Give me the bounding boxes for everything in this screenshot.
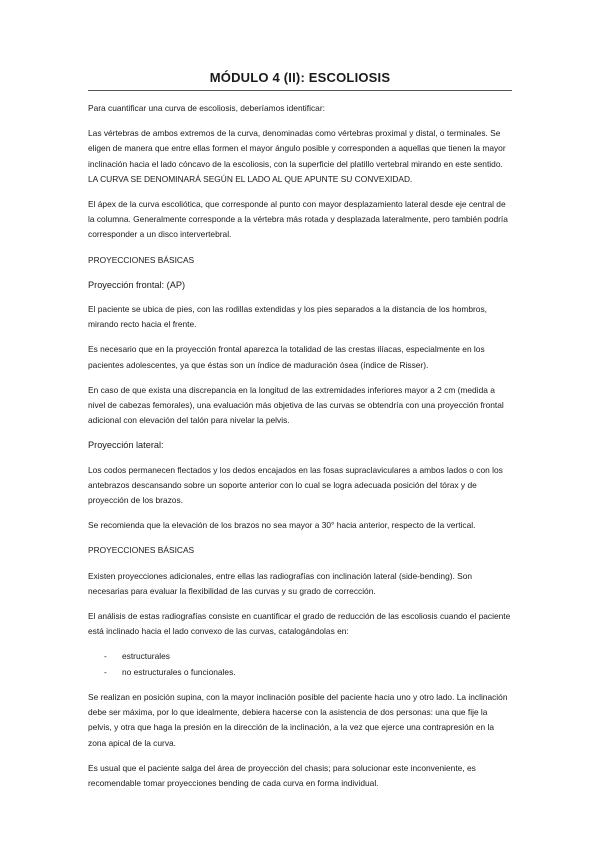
paragraph-patient-position: El paciente se ubica de pies, con las rodillas extendidas y los pies separados a la distancia de los hombros, mirando recto hacia el frente.: [88, 304, 487, 330]
bullet-dash: -: [104, 666, 107, 677]
paragraph-arm-elevation: Se recomienda que la elevación de los brazos no sea mayor a 30° hacia anterior, respecto de la vertical.: [88, 520, 476, 531]
list-item: [104, 649, 512, 664]
paragraph-terminal-vertebrae: Las vértebras de ambos extremos de la curva, denominadas como vértebras proximal y distal, o terminales. Se eligen de manera que entre ellas formen el mayor ángulo posible y corresponden a aquellas que tienen la mayor inclinación hacia el lado cóncavo de la escoliosis, con la superficie del platillo vertebral mirando en este sentido. LA CURVA SE DENOMINARÁ SEGÚN EL LADO AL QUE APUNTE SU CONVEXIDAD.: [88, 128, 506, 184]
intro-paragraph: Para cuantificar una curva de escoliosis, deberíamos identificar:: [88, 103, 325, 113]
subheading-frontal-projection: Proyección frontal: (AP): [88, 279, 186, 290]
bullet-dash: -: [104, 651, 107, 662]
paragraph-iliac-crests: Es necesario que en la proyección frontal aparezca la totalidad de las crestas ilíacas, especialmente en los pacientes adolescentes, ya que éstas son un índice de maduración ósea (índice de Risser).: [88, 344, 485, 370]
curve-type-list: [88, 649, 512, 679]
paragraph-apex: El ápex de la curva escoliótica, que corresponde al punto con mayor desplazamiento lateral desde eje central de la columna. Generalmente corresponde a la vértebra más rotada y desplazada lateralmente, pero también podría corresponder a un disco intervertebral.: [88, 199, 508, 240]
subheading-lateral-projection: Proyección lateral:: [88, 440, 164, 451]
paragraph-supine-position: Se realizan en posición supina, con la mayor inclinación posible del paciente hacia uno y otro lado. La inclinación debe ser máxima, por lo que idealmente, debiera hacerse con la asistencia de dos personas: una que fije la pelvis, y otra que haga la presión en la dirección de la inclinación, a la vez que ejerce una contrapresión en la zona apical de la curva.: [88, 691, 508, 748]
list-item: [104, 665, 512, 680]
paragraph-elbows: Los codos permanecen flectados y los dedos encajados en las fosas supraclaviculares a ambos lados o con los antebrazos descansando sobre un soporte anterior con lo cual se logra adecuada posición del tórax y de proyección de los brazos.: [88, 464, 503, 506]
page-title: MÓDULO 4 (II): ESCOLIOSIS: [88, 70, 512, 91]
paragraph-radiograph-analysis: El análisis de estas radiografías consiste en cuantificar el grado de reducción de las escoliosis cuando el paciente está inclinado hacia el lado convexo de las curvas, catalogándolas en:: [88, 611, 511, 637]
document-body: [88, 101, 512, 791]
paragraph-additional-projections: Existen proyecciones adicionales, entre ellas las radiografías con inclinación lateral (side-bending). Son necesarias para evaluar la flexibilidad de las curvas y su grado de corrección.: [88, 570, 473, 596]
list-item-label: no estructurales o funcionales.: [122, 666, 236, 677]
paragraph-chassis-area: Es usual que el paciente salga del área de proyección del chasis; para solucionar este inconveniente, es recomendable tomar proyecciones bending de cada curva en forma individual.: [88, 762, 476, 788]
list-item-label: estructurales: [122, 651, 170, 662]
paragraph-limb-discrepancy: En caso de que exista una discrepancia en la longitud de las extremidades inferiores mayor a 2 cm (medida a nivel de cabezas femorales), una evaluación más objetiva de las curvas se obtendría con una proyección frontal adicional con elevación del talón para nivelar la pelvis.: [88, 384, 504, 426]
section-heading-basic-projections-2: PROYECCIONES BÁSICAS: [88, 545, 195, 556]
section-heading-basic-projections: PROYECCIONES BÁSICAS: [88, 254, 195, 265]
